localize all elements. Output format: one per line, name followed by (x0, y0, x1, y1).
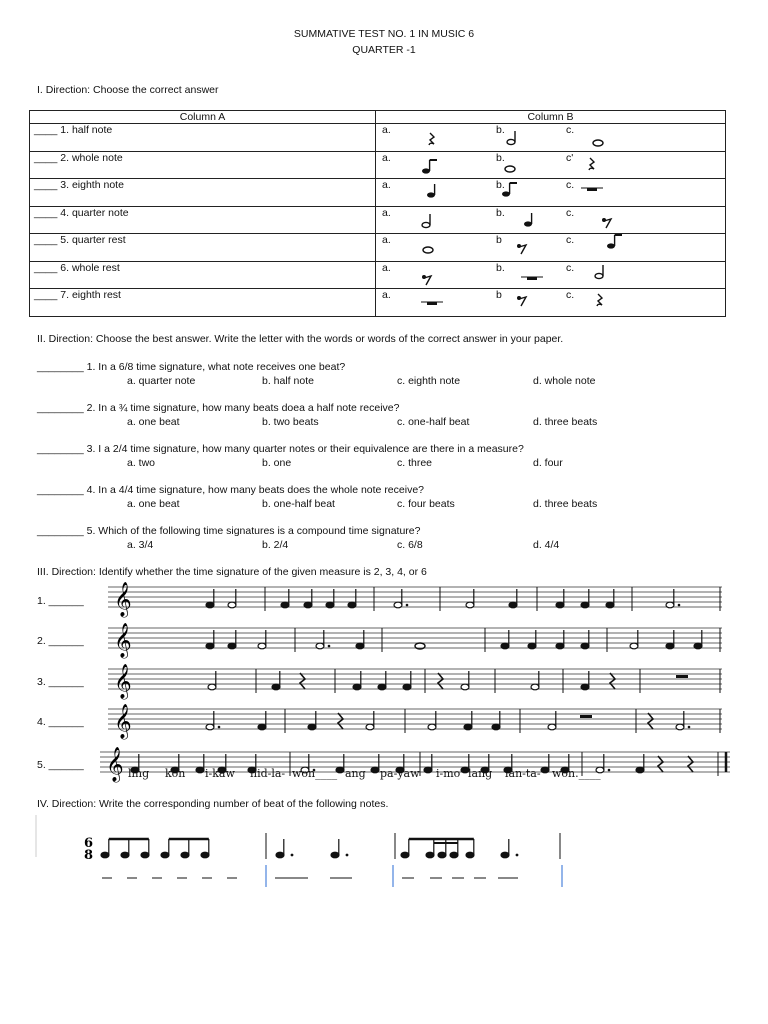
whole-rest-icon (581, 185, 603, 197)
quarter-note (336, 767, 344, 773)
quarter-note (636, 767, 644, 773)
note-dot (218, 726, 221, 729)
question-3-choice: d. four (533, 457, 563, 469)
half-note (258, 643, 266, 649)
eighth-note-icon (606, 234, 624, 253)
note-dot (516, 854, 519, 857)
choice-label: a. (382, 289, 391, 301)
question-5-choice: a. 3/4 (127, 539, 154, 551)
treble-clef: 𝄞 (106, 747, 124, 782)
whole-note-icon (591, 138, 605, 150)
part1-direction: I. Direction: Choose the correct answer (37, 84, 219, 96)
dotted-quarter-note (276, 852, 284, 858)
treble-clef: 𝄞 (114, 582, 132, 617)
question-4-choice: a. one beat (127, 498, 180, 510)
eighth-rest-icon (516, 295, 528, 310)
quarter-note (556, 643, 564, 649)
column-a-item: ____ 6. whole rest (30, 261, 376, 289)
half-note (461, 684, 469, 690)
eighth-note (121, 852, 129, 858)
choice-label: b. (496, 261, 505, 274)
question-5-choice: d. 4/4 (533, 539, 560, 551)
time-sig-bottom: 8 (84, 848, 94, 863)
half-note (208, 684, 216, 690)
quarter-note (424, 767, 432, 773)
column-b-choices (376, 206, 726, 234)
question-3: ________ 3. I a 2/4 time signature, how many quarter notes or their equivalence are there in a measure? (37, 443, 524, 455)
quarter-rest (438, 673, 443, 689)
column-b-choices (376, 261, 726, 289)
quarter-note (581, 684, 589, 690)
choice-label: c. (566, 289, 575, 301)
quarter-note (206, 602, 214, 608)
quarter-note (606, 602, 614, 608)
column-b-choices (376, 151, 726, 179)
quarter-note (556, 602, 564, 608)
half-note (630, 643, 638, 649)
eighth-note (101, 852, 109, 858)
quarter-note (541, 767, 549, 773)
choice-label: a. (382, 124, 391, 136)
half-note-icon (421, 213, 435, 232)
treble-clef: 𝄞 (114, 664, 132, 699)
quarter-note (228, 643, 236, 649)
half-note (228, 602, 236, 608)
column-a-item: ____ 4. quarter note (30, 206, 376, 234)
dotted-quarter-note (501, 852, 509, 858)
lyric-word: pa-yaw (380, 767, 420, 780)
quarter-note (581, 643, 589, 649)
question-5-choice: b. 2/4 (262, 539, 289, 551)
question-2-choice: a. one beat (127, 416, 180, 428)
eighth-rest-icon (601, 217, 613, 232)
question-3-choice: c. three (397, 457, 433, 469)
part2-direction: II. Direction: Choose the best answer. Write the letter with the words or words of the correct answer in your paper. (37, 333, 564, 345)
quarter-note (258, 724, 266, 730)
half-note (466, 602, 474, 608)
quarter-note (509, 602, 517, 608)
column-a-item: ____ 7. eighth rest (30, 289, 376, 317)
quarter-note (694, 643, 702, 649)
eighth-rest-icon (421, 274, 433, 289)
whole-rest-icon (421, 299, 443, 311)
eighth-note (426, 852, 434, 858)
table-row (30, 151, 726, 179)
quarter-note (666, 643, 674, 649)
lyric-word: hid-la- (250, 767, 286, 780)
quarter-note (378, 684, 386, 690)
quarter-note (464, 724, 472, 730)
question-4-choice: b. one-half beat (262, 498, 335, 510)
question-5-choice: c. 6/8 (397, 539, 423, 551)
lyric-word: i-mo (436, 767, 461, 780)
table-row (30, 179, 726, 207)
note-dot (406, 604, 409, 607)
quarter-rest (648, 713, 653, 729)
quarter-rest (610, 673, 615, 689)
staff-label-2: 2. ______ (37, 635, 84, 647)
question-4-choice: d. three beats (533, 498, 598, 510)
eighth-note-icon (501, 182, 519, 201)
table-row (30, 289, 726, 317)
lyric-word: ling (128, 767, 150, 780)
page-title: SUMMATIVE TEST NO. 1 IN MUSIC 6 (293, 28, 475, 40)
question-3-choice: a. two (127, 457, 156, 469)
whole-rest (580, 715, 592, 718)
eighth-note (141, 852, 149, 858)
eighth-note (438, 852, 446, 858)
dotted-half-note (206, 724, 214, 730)
part3-direction: III. Direction: Identify whether the time signature of the given measure is 2, 3, 4, or 6 (37, 566, 427, 578)
staff-3 (108, 664, 722, 700)
choice-label: c. (566, 261, 575, 274)
choice-label: b. (496, 151, 505, 164)
half-note (548, 724, 556, 730)
eighth-note (201, 852, 209, 858)
time-sig-top: 6 (84, 836, 94, 851)
eighth-rest-icon (516, 243, 528, 258)
quarter-rest (658, 756, 663, 772)
staff-4 (108, 704, 722, 740)
column-b-choices (376, 179, 726, 207)
question-3-choice: b. one (262, 457, 292, 469)
column-a-item: ____ 5. quarter rest (30, 234, 376, 262)
lyric-word: won____ (292, 767, 338, 780)
quarter-note (272, 684, 280, 690)
eighth-note (161, 852, 169, 858)
staff-label-1: 1. ______ (37, 595, 84, 607)
choice-label: a. (382, 179, 391, 191)
quarter-note (196, 767, 204, 773)
matching-table (29, 110, 726, 317)
choice-label: c. (566, 234, 575, 246)
note-dot (346, 854, 349, 857)
treble-clef: 𝄞 (114, 623, 132, 658)
half-note-icon (506, 130, 520, 149)
quarter-note (403, 684, 411, 690)
choice-label: a. (382, 206, 391, 219)
choice-label: b. (496, 206, 505, 219)
whole-rest-icon (521, 274, 543, 286)
quarter-rest (300, 673, 305, 689)
eighth-note (401, 852, 409, 858)
note-dot (688, 726, 691, 729)
choice-label: a. (382, 234, 391, 246)
quarter-note (492, 724, 500, 730)
question-2-choice: c. one-half beat (397, 416, 470, 428)
note-dot (678, 604, 681, 607)
music-staves (0, 580, 768, 790)
whole-note-icon (503, 164, 517, 176)
note-dot (608, 769, 611, 772)
choice-label: c. (566, 206, 575, 219)
dotted-half-note (316, 643, 324, 649)
eighth-note (466, 852, 474, 858)
lyric-word: ang (345, 767, 366, 780)
question-1-choice: d. whole note (533, 375, 596, 387)
quarter-rest (688, 756, 693, 772)
quarter-note-icon (523, 212, 535, 231)
staff-label-5: 5. ______ (37, 759, 84, 771)
quarter-note (348, 602, 356, 608)
staff-1 (108, 582, 722, 618)
quarter-rest (338, 713, 343, 729)
quarter-rest-icon (426, 132, 438, 149)
quarter-note (304, 602, 312, 608)
question-4: ________ 4. In a 4/4 time signature, how many beats does the whole note receive? (37, 484, 425, 496)
quarter-note (581, 602, 589, 608)
note-dot (328, 645, 331, 648)
col-b-header: Column B (376, 111, 726, 124)
quarter-note (308, 724, 316, 730)
lyric-word: i-kaw (205, 767, 235, 780)
dotted-half-note (666, 602, 674, 608)
whole-rest (676, 675, 688, 678)
choice-label: c. (566, 124, 575, 136)
column-a-item: ____ 2. whole note (30, 151, 376, 179)
choice-label: a. (382, 261, 391, 274)
column-b-choices (376, 124, 726, 152)
lyric-word: won.____ (552, 767, 601, 780)
eighth-note (181, 852, 189, 858)
part4-direction: IV. Direction: Write the corresponding number of beat of the following notes. (37, 798, 389, 810)
eighth-note (450, 852, 458, 858)
half-note (366, 724, 374, 730)
half-note (428, 724, 436, 730)
whole-note-icon (421, 245, 435, 257)
question-1-choice: c. eighth note (397, 375, 461, 387)
quarter-note (353, 684, 361, 690)
dotted-half-note (676, 724, 684, 730)
choice-label: b (496, 289, 502, 301)
column-a-item: ____ 1. half note (30, 124, 376, 152)
staff-label-4: 4. ______ (37, 716, 84, 728)
question-1-choice: a. quarter note (127, 375, 196, 387)
note-dot (291, 854, 294, 857)
page-subtitle: QUARTER -1 (352, 44, 416, 56)
question-5: ________ 5. Which of the following time signatures is a compound time signature? (37, 525, 421, 537)
quarter-note (501, 643, 509, 649)
choice-label: b. (496, 124, 505, 136)
choice-label: b (496, 234, 502, 246)
question-1: ________ 1. In a 6/8 time signature, what note receives one beat? (37, 361, 346, 373)
column-b-choices (376, 234, 726, 262)
quarter-note-icon (426, 183, 438, 202)
beat-exercise (30, 815, 590, 895)
eighth-note-icon (421, 159, 439, 178)
col-a-header: Column A (30, 111, 376, 124)
quarter-note (281, 602, 289, 608)
choice-label: a. (382, 151, 391, 164)
question-2-choice: d. three beats (533, 416, 598, 428)
column-a-item: ____ 3. eighth note (30, 179, 376, 207)
staff-2 (108, 623, 722, 659)
staff-label-3: 3. ______ (37, 676, 84, 688)
choice-label: c. (566, 179, 575, 191)
choice-label: b. (496, 179, 505, 191)
dotted-quarter-note (331, 852, 339, 858)
quarter-rest-icon (594, 293, 606, 310)
choice-label: c' (566, 151, 574, 164)
question-2: ________ 2. In a ¾ time signature, how many beats doea a half note receive? (37, 402, 400, 414)
quarter-rest-icon (586, 157, 598, 174)
lyric-word: kon (165, 767, 186, 780)
quarter-note (326, 602, 334, 608)
question-4-choice: c. four beats (397, 498, 455, 510)
table-row (30, 206, 726, 234)
quarter-note (371, 767, 379, 773)
quarter-note (206, 643, 214, 649)
table-row (30, 124, 726, 152)
quarter-note (528, 643, 536, 649)
column-b-choices (376, 289, 726, 317)
half-note (531, 684, 539, 690)
dotted-half-note (394, 602, 402, 608)
question-1-choice: b. half note (262, 375, 314, 387)
table-row (30, 261, 726, 289)
half-note-icon (594, 264, 608, 283)
lyric-word: lan-ta- (505, 767, 541, 780)
question-2-choice: b. two beats (262, 416, 319, 428)
table-row (30, 234, 726, 262)
quarter-note (356, 643, 364, 649)
lyric-word: lang (468, 767, 493, 780)
treble-clef: 𝄞 (114, 704, 132, 739)
